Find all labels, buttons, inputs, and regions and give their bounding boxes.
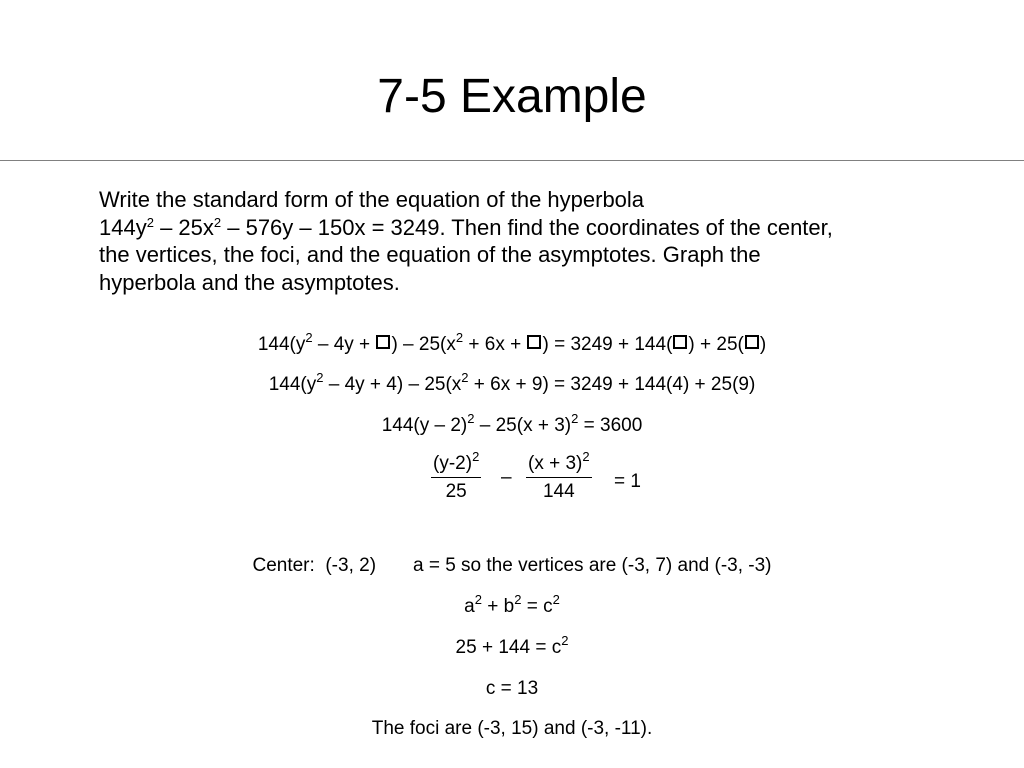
eq-part: ) + 25( [688, 334, 744, 355]
exponent: 2 [582, 449, 590, 464]
exponent: 2 [474, 592, 482, 607]
pythagorean-relation [0, 592, 1024, 619]
eq-part: 144(y [268, 374, 317, 395]
eq-part: + b [481, 596, 515, 617]
eq-part: ) = 3249 + 144( [542, 334, 673, 355]
fraction-y-term [431, 449, 481, 506]
problem-statement [99, 186, 979, 296]
equation-step-2 [0, 370, 1024, 397]
term-rest: – 576y – 150x = 3249. Then find the coordinates of the center, [221, 214, 833, 240]
standard-form-equation [0, 449, 1024, 512]
blank-box-icon [527, 335, 541, 349]
equals-one: = 1 [614, 471, 641, 492]
exponent: 2 [472, 449, 480, 464]
exponent: 2 [514, 592, 522, 607]
foci-line: The foci are (-3, 15) and (-3, -11). [371, 718, 653, 739]
exponent: 2 [561, 633, 569, 648]
problem-line-3: the vertices, the foci, and the equation of the asymptotes. Graph the [99, 242, 761, 267]
eq-part: = c [521, 596, 553, 617]
sum-equation [0, 633, 1024, 660]
eq-part: – 25(x + 3) [474, 415, 572, 436]
term-25x: – 25x [153, 214, 214, 240]
problem-line-4: hyperbola and the asymptotes. [99, 269, 400, 295]
exponent: 2 [461, 370, 469, 385]
blank-box-icon [745, 335, 759, 349]
eq-part: ) [759, 334, 767, 355]
fraction-denominator: 144 [542, 481, 575, 502]
problem-line-1: Write the standard form of the equation of the hyperbola [99, 187, 645, 212]
fraction-numerator [526, 449, 592, 478]
eq-part: – 4y + [312, 334, 376, 355]
eq-part: a [464, 596, 475, 617]
eq-part: ) – 25(x [391, 334, 456, 355]
exponent: 2 [552, 592, 560, 607]
blank-box-icon [376, 335, 390, 349]
eq-part: – 4y + 4) – 25(x [323, 374, 462, 395]
exponent: 2 [455, 330, 464, 345]
eq-part: = 3600 [578, 415, 643, 436]
exponent: 2 [213, 214, 222, 230]
equation-step-3 [0, 411, 1024, 438]
fraction-x-term [526, 449, 592, 506]
eq-part: + 6x + 9) = 3249 + 144(4) + 25(9) [468, 374, 756, 395]
title-divider [0, 160, 1024, 161]
fraction-numerator [431, 449, 481, 478]
problem-line-2 [99, 214, 979, 242]
exponent: 2 [305, 330, 313, 345]
exponent: 2 [316, 370, 324, 385]
c-value-line: c = 13 [485, 678, 539, 699]
minus-sign: – [501, 467, 512, 488]
eq-part: + 6x + [463, 334, 527, 355]
term-144y: 144y [99, 214, 147, 240]
eq-part: 25 + 144 = c [455, 637, 562, 658]
exponent: 2 [146, 214, 154, 230]
eq-part: 144(y – 2) [381, 415, 468, 436]
blank-box-icon [673, 335, 687, 349]
eq-part: (x + 3) [528, 453, 583, 474]
fraction-denominator: 25 [445, 481, 467, 502]
exponent: 2 [571, 411, 579, 426]
slide-title: 7-5 Example [377, 70, 647, 123]
eq-part: (y-2) [433, 453, 473, 474]
exponent: 2 [467, 411, 475, 426]
equation-step-1 [0, 330, 1024, 357]
eq-part: 144(y [257, 334, 306, 355]
center-vertices-line: Center: (-3, 2) a = 5 so the vertices are (-3, 7) and (-3, -3) [252, 555, 772, 576]
